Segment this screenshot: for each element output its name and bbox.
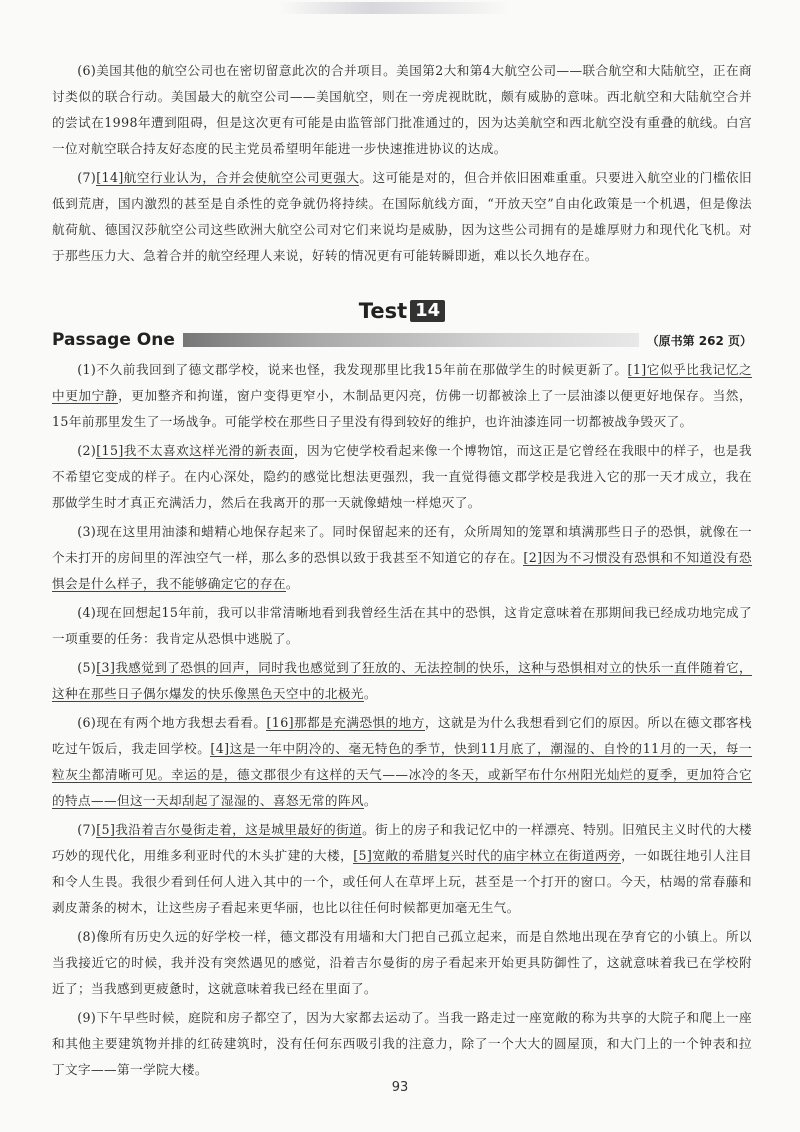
test-number-badge: 14 <box>410 300 445 322</box>
paragraph-9: (9)下午早些时候，庭院和房子都空了，因为大家都去运动了。当我一路走过一座宽敞的称为共享的大院子和爬上一座和其他主要建筑物并排的红砖建筑时，没有任何东西吸引我的注意力，除了一个大大的圆屋顶，和大门上的一个钟表和拉丁文字——第一学院大楼。 <box>52 1010 752 1077</box>
text: (6)现在有两个地方我想去看看。 <box>77 715 267 730</box>
paragraph-3 <box>52 519 752 597</box>
text: 。 <box>363 793 377 808</box>
underlined-answer-1: [1]它似乎比我记忆之中更加宁静 <box>52 362 752 403</box>
source-reference: （原书第 262 页） <box>646 333 752 348</box>
text: (2) <box>77 443 97 458</box>
paragraph-8: (8)像所有历史久远的好学校一样，德文郡没有用墙和大门把自己孤立起来，而是自然地出现在孕育它的小镇上。所以当我接近它的时候，我并没有突然遇见的感觉，沿着吉尔曼街的房子看起来开始更具防御性了，这就意味着我已在学校附近了；当我感到更疲惫时，这就意味着我已经在里面了。 <box>52 929 752 996</box>
text: (1)不久前我回到了德文郡学校，说来也怪，我发现那里比我15年前在那做学生的时候更新了。 <box>77 362 628 377</box>
text: ，这就是为什么我想看到它们的原因。所以在德文郡客栈吃过午饭后，我走回学校。 <box>52 715 753 756</box>
underlined-answer-16: [16]那都是充满恐惧的地方 <box>266 715 425 730</box>
underlined-answer-14: [14]航空行业认为，合并会使航空公司更强大 <box>96 170 360 185</box>
text: (5) <box>77 660 97 675</box>
underlined-answer-5b: [5]宽敞的希腊复兴时代的庙宇林立在街道两旁 <box>353 848 622 863</box>
text: 。 <box>285 576 299 591</box>
test-heading <box>52 297 752 325</box>
underlined-answer-2: [2]因为不习惯没有恐惧和不知道没有恐惧会是什么样子，我不能够确定它的存在 <box>52 550 752 591</box>
passage-header <box>52 329 752 351</box>
paragraph-4: (4)现在回想起15年前，我可以非常清晰地看到我曾经生活在其中的恐惧，这肯定意味着在那期间我已经成功地完成了一项重要的任务：我肯定从恐惧中逃脱了。 <box>52 605 752 646</box>
text: 。 <box>363 686 377 701</box>
paragraph-7 <box>52 817 752 921</box>
text: (7) <box>77 822 97 837</box>
page-number: 93 <box>391 1080 409 1095</box>
previous-paragraph-6: (6)美国其他的航空公司也在密切留意此次的合并项目。美国第2大和第4大航空公司——联合航空和大陆航空，正在商讨类似的联合行动。美国最大的航空公司——美国航空，则在一旁虎视眈眈，颇有威胁的意味。西北航空和大陆航空合并的尝试在1998年遭到阻碍，但是这次更有可能是由监管部门批准通过的，因为达美航空和西北航空没有重叠的航线。白宫一位对航空联合持友好态度的民主党员希望明年能进一步快速推进协议的达成。 <box>52 63 752 156</box>
paragraph-2 <box>52 438 752 516</box>
underlined-answer-3: [3]我感觉到了恐惧的回声，同时我也感觉到了狂放的、无法控制的快乐，这种与恐惧相对立的快乐一直伴随着它，这种在那些日子偶尔爆发的快乐像黑色天空中的北极光 <box>52 660 752 701</box>
paragraph-1 <box>52 357 752 435</box>
text: 。这可能是对的，但合并依旧困难重重。只要进入航空业的门槛依旧低到荒唐，国内激烈的甚至是自杀性的竞争就仍将持续。在国际航线方面，“开放天空”自由化政策是一个机遇，但是像法航荷航、德国汉莎航空公司这些欧洲大航空公司对它们来说均是威胁，因为这些公司拥有的是雄厚财力和现代化飞机。对于那些压力大、急着合并的航空经理人来说，好转的情况更有可能转瞬即逝，难以长久地存在。 <box>52 170 753 263</box>
text: 。街上的房子和我记忆中的一样漂亮、特别。旧殖民主义时代的大楼巧妙的现代化，用维多利亚时代的木头扩建的大楼， <box>52 822 753 863</box>
paragraph-6 <box>52 710 752 814</box>
passage-gradient-rule <box>183 333 639 347</box>
text: ，更加整齐和拘谨，窗户变得更窄小，木制品更闪亮，仿佛一切都被涂上了一层油漆以便更好地保存。当然，15年前那里发生了一场战争。可能学校在那些日子里没有得到较好的维护，也许油漆连同一切都被战争毁灭了。 <box>52 388 753 429</box>
passage-title: Passage One <box>52 330 175 350</box>
text: (7) <box>77 170 97 185</box>
test-label: Test <box>358 299 408 323</box>
underlined-answer-5a: [5]我沿着吉尔曼街走着，这是城里最好的街道 <box>96 822 363 837</box>
previous-paragraph-7 <box>52 165 752 269</box>
underlined-answer-15: [15]我不太喜欢这样光滑的新表面 <box>96 443 294 458</box>
scan-smudge <box>280 2 510 14</box>
text: (3)现在这里用油漆和蜡精心地保存起来了。同时保留起来的还有，众所周知的笼罩和填满那些日子的恐惧，就像在一个未打开的房间里的浑浊空气一样，那么多的恐惧以致于我甚至不知道它的存在。 <box>52 524 752 565</box>
underlined-answer-4: [4]这是一年中阴冷的、毫无特色的季节，快到11月底了，潮湿的、自怜的11月的一天，每一粒灰尘都清晰可见。幸运的是，德文郡很少有这样的天气——冰冷的冬天，或新罕布什尔州阳光灿烂的夏季，更加符合它的特点——但这一天却刮起了湿湿的、喜怒无常的阵风 <box>52 741 752 808</box>
text: ，一如既往地引人注目和令人生畏。我很少看到任何人进入其中的一个，或任何人在草坪上玩，甚至是一个打开的窗口。今天，枯竭的常春藤和剥皮萧条的树木，让这些房子看起来更华丽，也比以往任何时候都更加毫无生气。 <box>52 848 753 915</box>
text: ，因为它使学校看起来像一个博物馆，而这正是它曾经在我眼中的样子，也是我不希望它变成的样子。在内心深处，隐约的感觉比想法更强烈，我一直觉得德文郡学校是我进入它的那一天才成立，我在那做学生时才真正充满活力，然后在我离开的那一天就像蜡烛一样熄灭了。 <box>52 443 752 510</box>
page-body <box>52 58 752 1086</box>
paragraph-5 <box>52 655 752 707</box>
